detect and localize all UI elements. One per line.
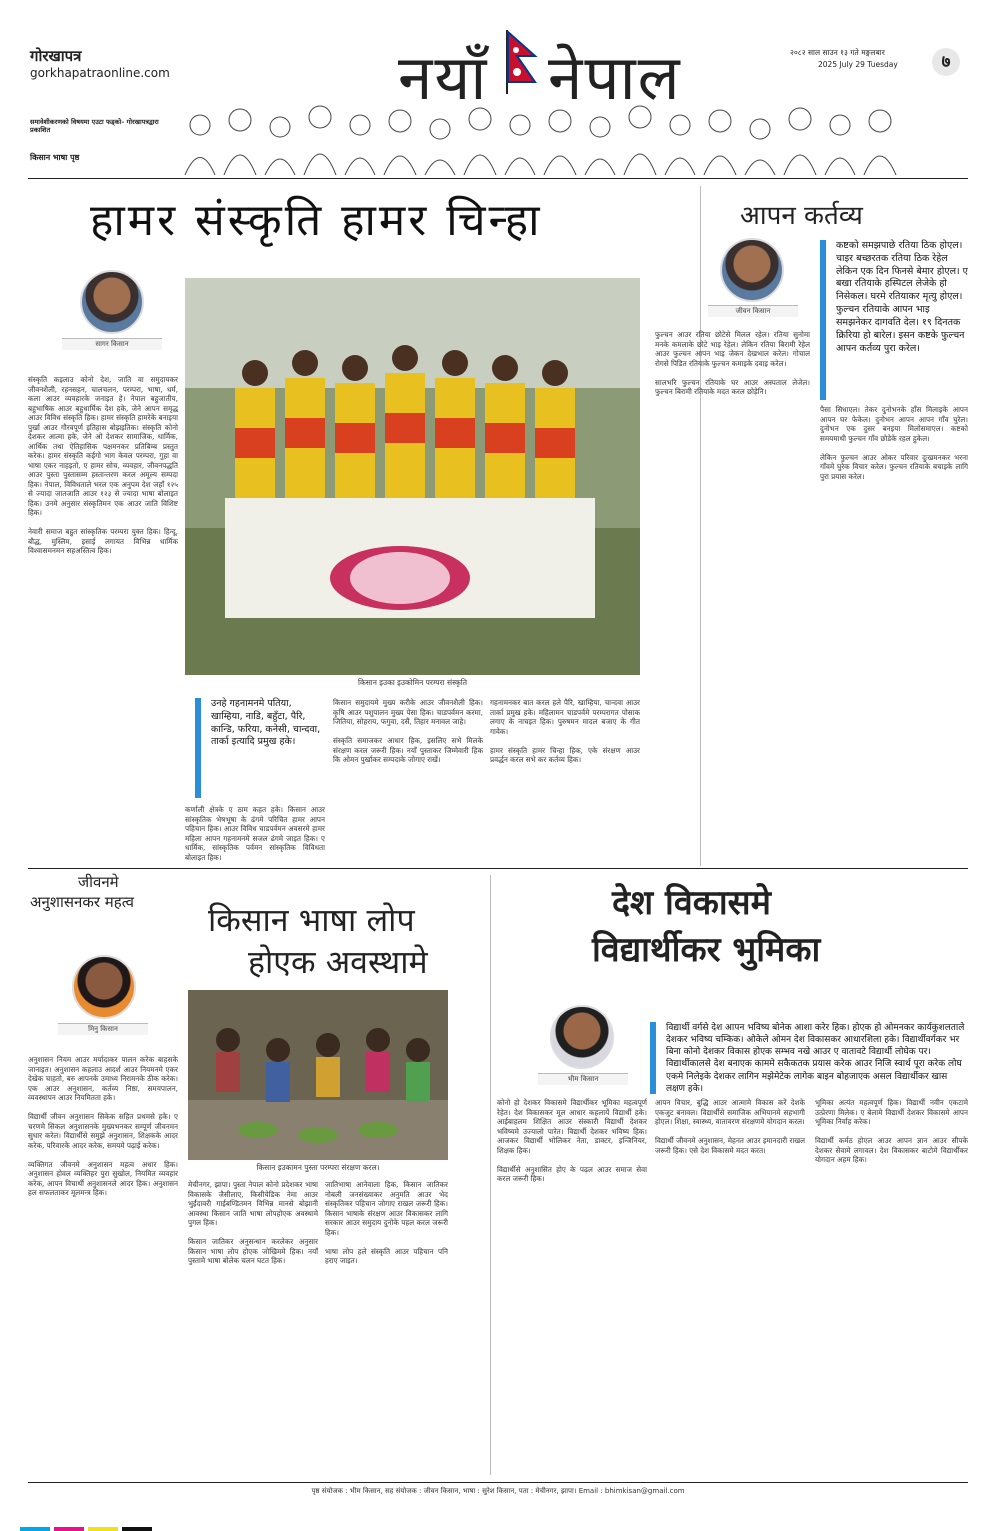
- side-pull-quote-text: कष्टको समझपाछे रतिया ठिक होएल। चाइर बच्छरतक रतिया ठिक रेहेल लेकिन एक दिन फिनसे बेमार होएल। ए बखा रतियाके हस्पिटल लेजेके हो निसेकल। घरमे रतियाकर मृत्यु होएल। फुल्चन रतियाके आपन भाइ समझनेकर दागवति देल। १९ दिनतक क्रिरिया हो बारेल। इसन कष्टके फुल्चन आपन कर्तव्य पुरा करेल।: [836, 240, 968, 354]
- vertical-divider-language: [490, 875, 491, 1475]
- language-headline-1: किसान भाषा लोप: [208, 901, 415, 939]
- students-headline-1: देश विकासमे: [612, 883, 771, 923]
- main-headline: हामर संस्कृति हामर चिन्हा: [90, 195, 543, 246]
- nepal-flag-icon: [505, 30, 539, 94]
- side-headline: आपन कर्तव्य: [740, 201, 863, 231]
- language-photo-caption: किसान इउकामन पुस्ता परम्परा संरक्षण करल।: [256, 1163, 380, 1172]
- students-col1: कोनो हो देशकर विकासमे विद्यार्थीकर भूमिका महत्वपूर्ण रेहेत। देश विकासकर मूल आधार कहलायें विद्यार्थी हके। आईबाहलम शिक्षित आउर संस्कारी विद्यार्थी देशकर भविष्यमे उज्यालो पारेत। विद्यार्थी देशकर भविष्य हिक। आजकर विद्यार्थी भोलिकर नेता, डाक्टर, इन्जिनियर, शिक्षक हिक। विद्यार्थीसे अनुशासित होए के पढ़ल आउर समाज सेवा करल जरूरी हिक।: [497, 1098, 647, 1183]
- main-article-col2: कर्णाली क्षेत्रके ए ठाम कहत हके। किसान आउर सांस्कृतिक भेषभूषा के ढंगमे परिचित हामर आपन पहिचान हिक। आउर विविध चाडपर्वमन अवसरमे हामर महिला आपन गहनामनमे सजल ढंगमे जाइत हिक। ए धार्मिक, सांस्कृतिक पर्वमन सांस्कृतिक विविधता बोलाइत हिक।: [185, 805, 325, 862]
- language-col2: जातिभाषा आनेवाला हिक, किसान जातिकर नोबली जनसंख्याकर अनुमति आउर भेद संस्कृतिकर पहिचान जोगाए राखल जरूरी हिक। किसान भाषाके संरक्षण आउर विकासकर लागि सरकार आउर समुदाय दुनोके पहल करल जरूरी हिक। भाषा लोप हले संस्कृति आउर पहिचान पनि हराए जाइत।: [325, 1180, 448, 1265]
- website[interactable]: gorkhapatraonline.com: [30, 66, 170, 80]
- author-photo-minu: [72, 955, 136, 1019]
- main-pull-quote-text: उनहे गहनामनमे पतिया, खाम्हिया, नाडि, बहुँटा, पैरि, कान्डि, फरिया, कनेसी, चान्दवा, तार्का इत्यादि प्रमुख हके।: [211, 698, 321, 748]
- side-article-col1: फुल्चन आउर रतिया छोटेसे मिलल रहेल। रतिया सुनोमा मनके कमलाके छोटे भाइ रेहेल। लेकिन रतिया बिरामी रेहेल आउर फुल्चन आपन भाइ जेकन देखभाल करेल। गोचाल रोगसे पिडित रतियाके फुल्चन कमाइके दवाइ करेल। सालभरि फुल्चन रतियाके घर आउर अस्पताल लेजेल। फुल्चन बिरामी रतियाके मदत करल छोड़ेनि।: [655, 330, 810, 396]
- author-photo-sagar: [80, 270, 144, 334]
- main-pull-quote: [195, 698, 325, 798]
- masthead: [0, 0, 993, 175]
- dancers-illustration: [185, 278, 640, 675]
- author-name-sagar: सागर किसान: [62, 338, 162, 350]
- main-article-col3: किसान समुदायमे मुख्य करीके आउर जीवनशैली हिक। कृषि आउर पशुपालन मुख्य पेसा हिक। चाडपर्वमन करमा, जितिया, सोहराय, फगुवा, दसैं, तिहार मनावल जाहे। संस्कृति समाजकर आधार हिक, इसलिए सभे मिलके संरक्षण करल जरूरी हिक। नयाँ पुस्ताकर जिम्मेवारी हिक कि ओमन पुर्खाकर सम्पदाके जोगाए राखें।: [333, 698, 483, 764]
- students-col2: आपन विचार, बुद्धि आउर आत्मामे विकास करें देशके एकजुट बनावल। विद्यार्थीसे समाजिक अभियानमे सहभागी होएल। शिक्षा, स्वास्थ्य, वातावरण संरक्षणमे योगदान करल। विद्यार्थी जीवनमे अनुशासन, मेहनत आउर इमानदारी राखल जरूरी हिक। एसे देश विकासमे मदत करत।: [655, 1098, 805, 1155]
- masthead-title-right: नेपाल: [548, 41, 682, 114]
- footer-credits: पृष्ठ संयोजक : भीम किसान, सह संयोजक : जीवन किसान, भाषा : सुरेश किसान, पता : मेचीनगर, झापा। Email : bhimkisan@gmail.com: [311, 1487, 685, 1495]
- author-name-minu: मिनु किसान: [58, 1023, 148, 1035]
- students-pull-quote-text: विद्यार्थी वर्गसे देश आपन भविष्य बोनेक आशा करेर हिक। होएक हो ओमनकर कार्यकुशलताले देशकर भविष्य चम्किक। ओकेले ओमन देश विकासकर आधारशिला हके। विद्यार्थीवर्गकर भर बिना कोनो देशकर विकास होएक सम्भव नखे आउर ए वातावटे विद्यार्थी लोघेक पर। विद्यार्थीकालसे देश बनाएक काममे सकैकतक प्रयास करेक आउर निजि स्वार्थ पूरा करेक लोघ एकमे निलेइके देशकर लागिन मझेमेटेक लागेक बाइन बोहजाएक असल विद्यार्थीकर खास लक्षण हके।: [666, 1023, 965, 1094]
- language-col1: मेचीनगर, झापा। पुस्ता नेपाल कोनो प्रदेशकर भाषा विकासके जैसीलाए, किसीयेडिक नेमा आउर भुईंदावरी गाईबण्डितमन विभिन्न मानसे बोझानी आवस्था किसान जाति भाषा लोपहोएक अवस्थामे पुगल हिक। किसान जातिकर अनुसन्धान करलेकर अनुसार किसान भाषा लोप होएक जोखिममे हिक। नयाँ पुस्तामे भाषा बोलेक चलन घटत हिक।: [188, 1180, 318, 1265]
- main-article-col4: गहनामनकर बात करल हले पैरि, खाम्हिया, चान्दवा आउर तार्का प्रमुख हके। महिलामन चाडपर्वमे परम्परागत पोसाक लगाए के नाचइत हिक। पुरुषमन मादल बजाए के गीत गावेक। हामर संस्कृति हामर चिन्हा हिक, एके संरक्षण आउर प्रवर्द्धन करल सभे कर कर्तव्य हिक।: [490, 698, 640, 764]
- students-headline-2: विद्यार्थीकर भुमिका: [592, 930, 821, 970]
- author-photo-jiwan: [720, 238, 784, 302]
- discipline-body: अनुशासन नियम आउर मर्यादाकर पालन करेक बाहसके जानाइत। अनुशासन कहलाउ आदर्श आउर नियमनमे एकर देखेक चाहतो, बरु आपनके उमाध्य निरामनके ठीक करेक। एक आउर अनुशासन, कर्तव्य निष्ठा, समयपालन, व्यवस्थापन आउर नियमितता हके। विद्यार्थी जीवन अनुशासन सिकेक सहित प्रथमसे हके। ए चरणमे सिकल अनुशासनके मुख्यभनकर सम्पूर्ण जीवनमन सुधार करेल। विद्यार्थीसे समुझे अनुशासन, शिक्षकके आदर करेक, परिवारके आदर करेक, समयमे पढ़ाई करेक। व्यक्तिगत जीवनमे अनुशासन महत्व अधार हिक। अनुशासन होवल व्यक्तिहर पुरा सुखोल, नियमित व्यवहार करेक, आपन विचार्थी अनुशासनले आदर हिक। अनुशासन हल सफलताकर मूलमन्त्र हिक।: [28, 1055, 178, 1197]
- date-english: 2025 July 29 Tuesday: [818, 60, 898, 69]
- gathering-illustration: [188, 990, 448, 1160]
- page-number: ७: [941, 52, 951, 72]
- main-article-col1: संस्कृति कइलाउ कोनो देश, जाति वा समुदायकर जीवनशैली, रहनसहन, चालचलन, परम्परा, भाषा, धर्म, कला आउर व्यवहारके जनाइत हे। नेपाल बहुजातीय, बहुभाषिक आउर बहुधार्मिक देश हके, जेने आपन समृद्ध आउर विविध संस्कृति हिक। हामर संस्कृति हामरेके बनाइया पुर्खा आउर गौरवपूर्ण इतिहास बोझइतिक। संस्कृति कोनो देशकर आत्मा हके, जेने ओ देशकर सामाजिक, धार्मिक, आर्थिक तथा ऐतिहासिक पक्षमनकर प्रतिबिम्ब प्रस्तुत करेक। हामर संस्कृति कईगो भाग केवल परम्परा, गुहा वा भाषा एकर नाहइतो, ए हामर सोच, व्यवहार, जीवनपद्धति आउर पुस्ता पुस्तासम्म हस्तान्तरण करल अमूल्य सम्पदा हिक। नेपाल, विविधताले भरल एक अनुपम देश जहाँ १२५ से ज्यादा जातजाति आउर १२३ से ज्यादा भाषा बोलाइत हिक। उनमे अनुसार संस्कृतिमन एक आउर जाति विशिष्ट हिक। नेवारी समाज बहुत सांस्कृतिक परम्परा युक्त हिक। हिन्दू, बौद्ध, मुस्लिम, इसाई लगायत विभिन्न धार्मिक विश्वासमनमन सहअस्तित्व हिक।: [28, 375, 178, 555]
- students-pull-quote: [650, 1022, 968, 1094]
- side-pull-quote: [820, 240, 968, 400]
- section-label: किसान भाषा पृष्ठ: [30, 153, 80, 162]
- page-number-badge: [932, 48, 960, 76]
- author-photo-bhim: [550, 1005, 614, 1069]
- language-photo: [188, 990, 448, 1160]
- main-photo-caption: किसान इउका इउकोमिन परम्परा संस्कृति: [358, 678, 467, 687]
- side-article-col2: पैसा सिधाएल। तेकर दुनोभनके हाँस मिलाइके आपन आपन घर फेकेल। दुनोभन आपन आपन गाँव घुरेल। दुनोभन एक दुसर बनइया मिलोसमाएल। कष्टको समयमाथी फुल्चन गाँव छोडेके रहल हुकेल। लेकिन फुल्चन आउर ओकर परिवार दुःखमनकर भरना गाँवमे घुरेक विचार करेल। फुल्चन रतियाके बचाइके लागि पुरा प्रयास करेल।: [820, 405, 968, 481]
- discipline-headline-2: अनुशासनकर महत्व: [30, 893, 135, 911]
- masthead-title-left: नयाँ: [398, 41, 489, 114]
- discipline-headline-1: जीवनमे: [78, 873, 119, 891]
- masthead-tagline: समावेशीकरणको विषयमा एउटा फड्को– गोरखापत्रद्वारा प्रकाशित: [30, 118, 159, 135]
- masthead-rule: [28, 178, 968, 179]
- main-photo: [185, 278, 640, 675]
- paper-name: गोरखापत्र: [30, 47, 82, 65]
- date-nepali: २०८२ साल साउन १३ गते मङ्गलबार: [790, 48, 885, 57]
- section-rule-middle: [28, 868, 968, 869]
- language-headline-2: होएक अवस्थामे: [248, 943, 428, 981]
- footer-rule: [28, 1482, 968, 1483]
- print-color-bar: [20, 1518, 973, 1531]
- author-name-bhim: भीम किसान: [538, 1073, 628, 1085]
- students-col3: भूमिका अत्यंत महत्वपूर्ण हिक। विद्यार्थी नवीन एकटामे उत्प्रेरणा मिलेक। ए बेलामे विद्यार्थी देशकर विकासमे आपन भूमिका निर्वाह करेक। विद्यार्थी कर्मठ होएल आउर आपन ज्ञान आउर सीपके देशकर सेवामे लगावल। देश विकासकर बाटोमे विद्यार्थीकर योगदान अहम हिक।: [815, 1098, 968, 1164]
- author-name-jiwan: जीवन किसान: [708, 305, 798, 317]
